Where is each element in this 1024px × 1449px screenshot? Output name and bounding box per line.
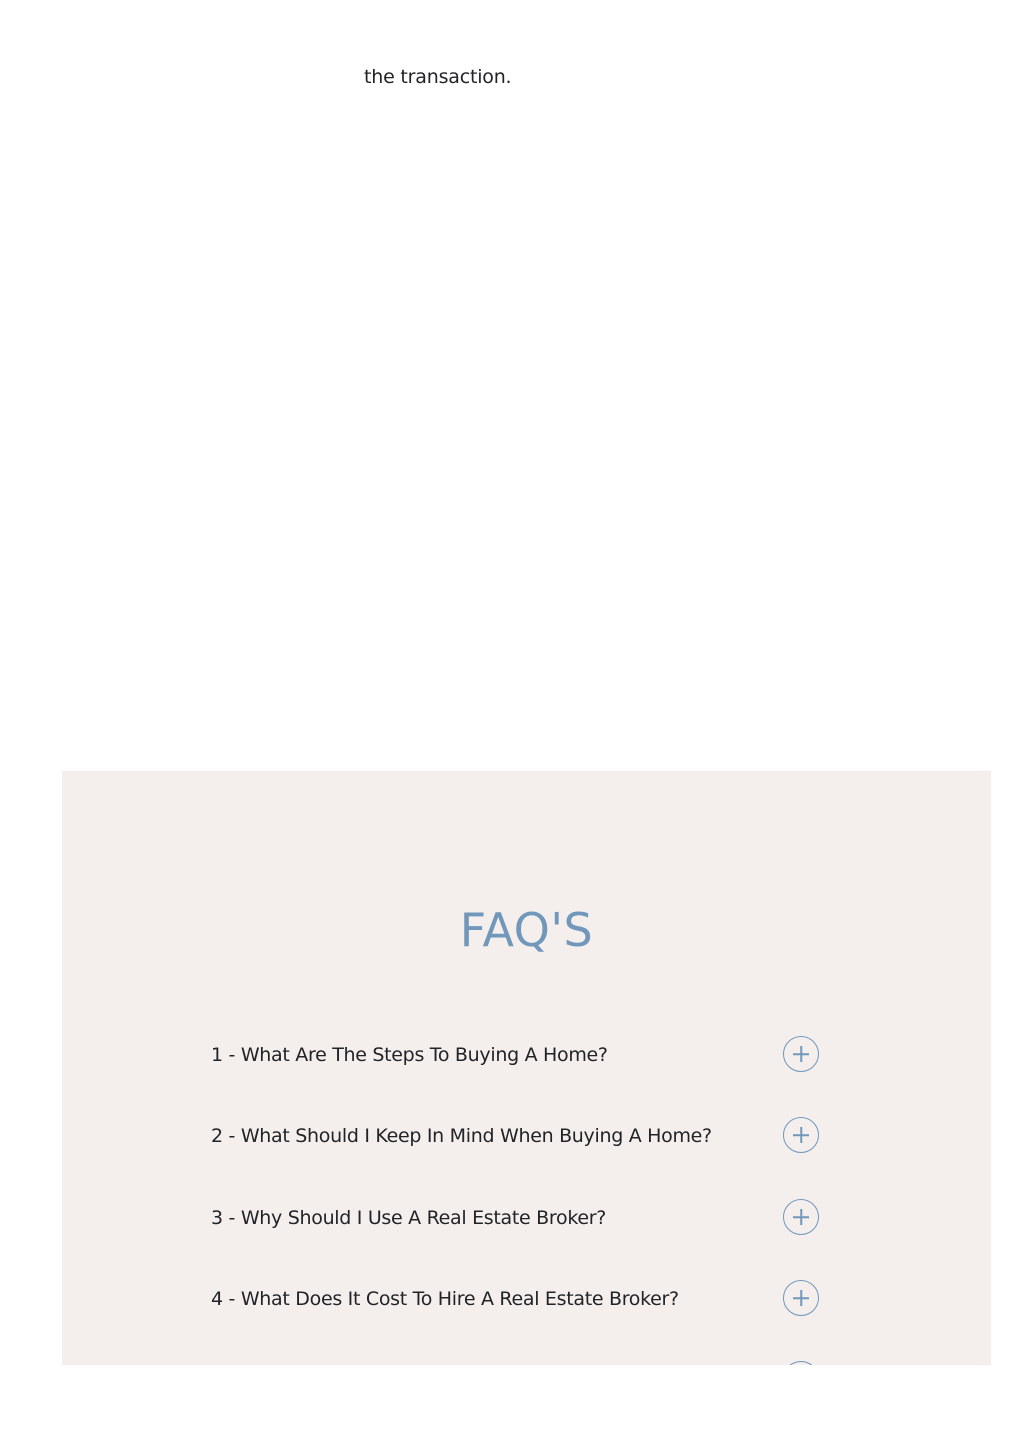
faq-item-3[interactable] <box>211 1198 819 1238</box>
plus-circle-icon[interactable] <box>783 1036 819 1072</box>
faq-title: FAQ'S <box>459 903 594 957</box>
plus-circle-icon[interactable] <box>783 1117 819 1153</box>
plus-circle-icon[interactable] <box>783 1361 819 1365</box>
plus-circle-icon[interactable] <box>783 1199 819 1235</box>
intro-text: the transaction. <box>364 66 512 88</box>
faq-question-label: 2 - What Should I Keep In Mind When Buying A Home? <box>211 1125 712 1147</box>
faq-question-label: 4 - What Does It Cost To Hire A Real Estate Broker? <box>211 1288 679 1310</box>
faq-question-label: 3 - Why Should I Use A Real Estate Broker? <box>211 1207 607 1229</box>
faq-item-2[interactable] <box>211 1116 819 1156</box>
faq-item-1[interactable] <box>211 1035 819 1075</box>
faq-item-4[interactable] <box>211 1279 819 1319</box>
plus-circle-icon[interactable] <box>783 1280 819 1316</box>
faq-item-5-partial[interactable] <box>211 1360 819 1365</box>
faq-question-label: 1 - What Are The Steps To Buying A Home? <box>211 1044 608 1066</box>
faq-section <box>62 771 991 1365</box>
